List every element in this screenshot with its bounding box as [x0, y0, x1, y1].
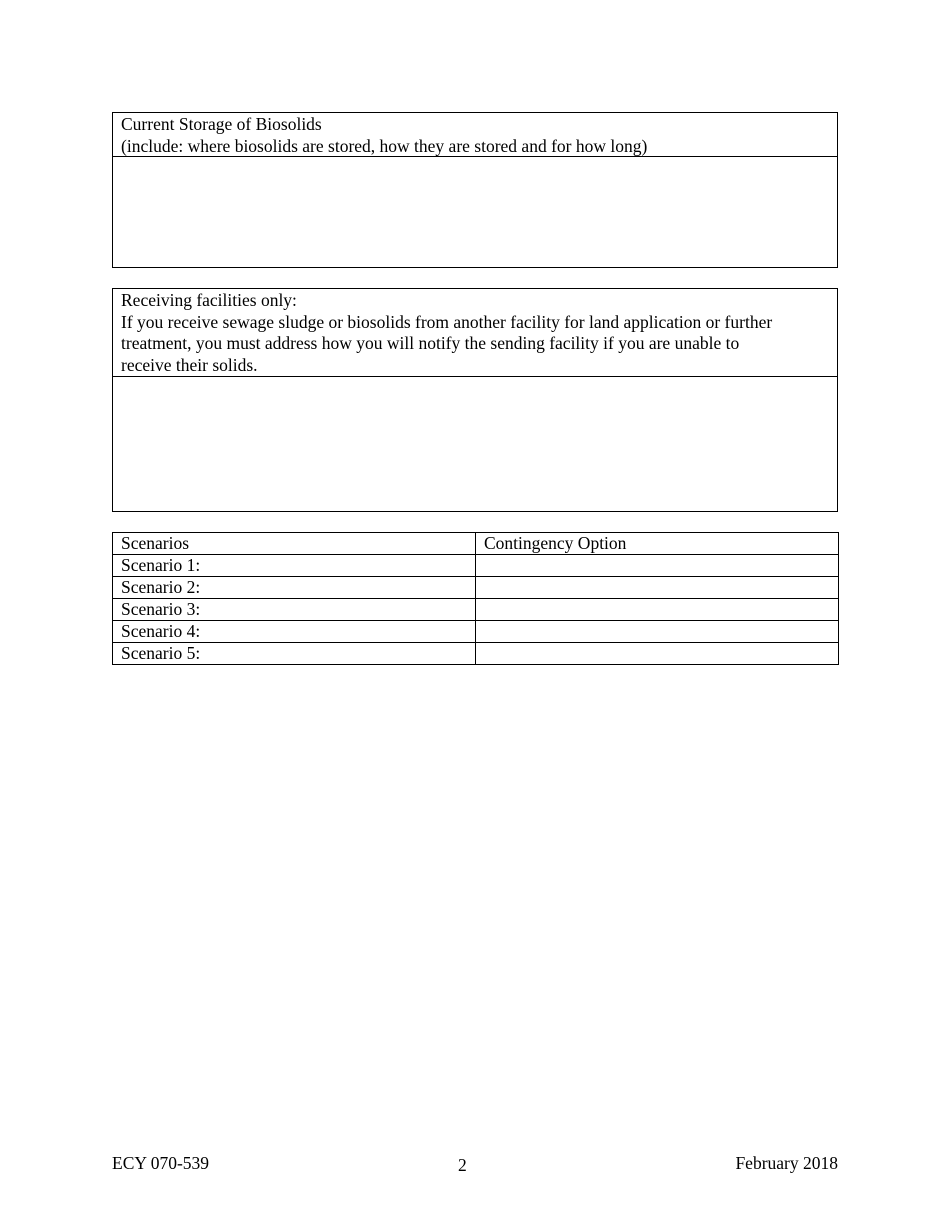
receiving-facilities-line-3: receive their solids. [121, 355, 258, 376]
current-storage-instruction: (include: where biosolids are stored, how they are stored and for how long) [121, 135, 648, 156]
receiving-facilities-header [113, 289, 837, 377]
receiving-facilities-line-1: If you receive sewage sludge or biosolids from another facility for land application or further [121, 311, 773, 332]
table-row [113, 621, 839, 643]
scenario-label: Scenario 4: [113, 621, 476, 643]
contingency-option-column-header: Contingency Option [476, 533, 839, 555]
contingency-option-cell[interactable] [476, 599, 839, 621]
scenario-label: Scenario 3: [113, 599, 476, 621]
contingency-option-cell[interactable] [476, 621, 839, 643]
scenarios-column-header: Scenarios [113, 533, 476, 555]
scenario-label: Scenario 1: [113, 555, 476, 577]
page-number: 2 [458, 1155, 467, 1175]
table-row [113, 577, 839, 599]
table-row [113, 555, 839, 577]
current-storage-response-area[interactable] [113, 157, 837, 267]
contingency-option-cell[interactable] [476, 643, 839, 665]
contingency-option-cell[interactable] [476, 577, 839, 599]
current-storage-title: Current Storage of Biosolids [121, 114, 322, 134]
scenarios-table [112, 532, 839, 665]
current-storage-header [113, 113, 837, 157]
receiving-facilities-section [112, 288, 838, 512]
form-date: February 2018 [735, 1153, 838, 1173]
contingency-option-cell[interactable] [476, 555, 839, 577]
receiving-facilities-response-area[interactable] [113, 377, 837, 511]
table-header-row [113, 533, 839, 555]
form-number: ECY 070-539 [112, 1153, 210, 1173]
table-row [113, 599, 839, 621]
table-row [113, 643, 839, 665]
current-storage-section [112, 112, 838, 268]
receiving-facilities-title: Receiving facilities only: [121, 290, 297, 310]
scenario-label: Scenario 2: [113, 577, 476, 599]
scenario-label: Scenario 5: [113, 643, 476, 665]
receiving-facilities-line-2: treatment, you must address how you will notify the sending facility if you are unable to [121, 333, 740, 354]
